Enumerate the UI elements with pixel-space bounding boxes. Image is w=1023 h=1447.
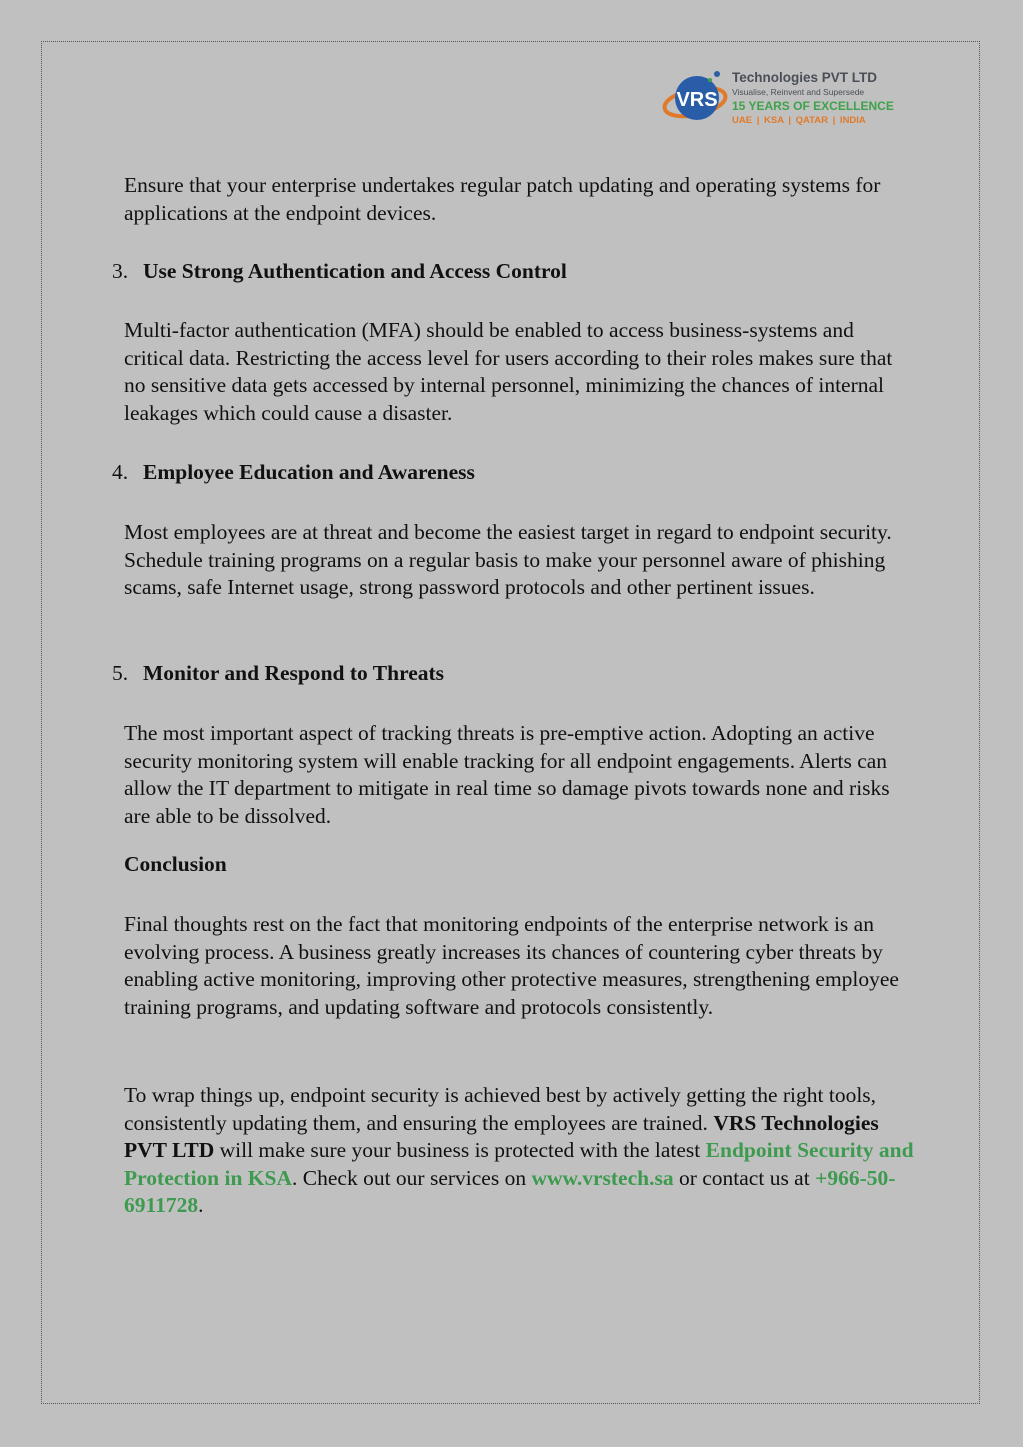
section-body-4: Most employees are at threat and become the easiest target in regard to endpoint security. Schedule training programs on a regular basis to make your personnel aware of phishing scams, safe Internet usage, strong password protocols and other pertinent issues. (124, 520, 892, 600)
section-number: 4. (112, 460, 129, 484)
section-heading-3 (112, 258, 912, 285)
closing-period: . (198, 1193, 204, 1218)
paragraph-lead-text: To wrap things up, endpoint security is achieved best by actively getting the right tools, consistently updating them, and ensuring the employees are trained. (124, 1083, 877, 1135)
conclusion-heading: Conclusion (124, 852, 227, 876)
logo-company-name: Technologies PVT LTD (732, 70, 878, 85)
paragraph-text: or contact us at (673, 1165, 816, 1190)
logo-years: 15 YEARS OF EXCELLENCE (732, 99, 894, 113)
section-heading-5 (112, 660, 912, 687)
vrs-logo-icon (660, 66, 730, 128)
phone-link[interactable]: +966-50-6911728 (124, 1165, 896, 1218)
section-number: 3. (112, 259, 129, 283)
section-heading-4 (112, 459, 912, 486)
section-title: Employee Education and Awareness (143, 460, 475, 484)
intro-paragraph: Ensure that your enterprise undertakes regular patch updating and operating systems for applications at the endpoint devices. (124, 173, 881, 225)
section-body-3: Multi-factor authentication (MFA) should be enabled to access business-systems and critical data. Restricting the access level for users according to their roles makes sure that no sensitive data gets accessed by internal personnel, minimizing the chances of internal leakages which could cause a disaster. (124, 318, 893, 425)
section-title: Use Strong Authentication and Access Control (143, 259, 567, 283)
conclusion-paragraph-1: Final thoughts rest on the fact that monitoring endpoints of the enterprise network is an evolving process. A business greatly increases its chances of countering cyber threats by enabling active monitoring, improving other protective measures, strengthening employee training programs, and updating software and protocols consistently. (124, 912, 899, 1019)
company-name: VRS Technologies PVT LTD (124, 1110, 879, 1163)
logo-tagline: Visualise, Reinvent and Supersede (732, 87, 865, 97)
paragraph-text: . Check out our services on (292, 1165, 527, 1190)
company-logo (660, 66, 910, 138)
conclusion-paragraph-2 (124, 1082, 914, 1220)
website-link[interactable]: www.vrstech.sa (531, 1165, 674, 1190)
service-link[interactable]: Endpoint Security and Protection in KSA (124, 1138, 914, 1190)
logo-mark-text: VRS (676, 89, 718, 111)
section-number: 5. (112, 661, 129, 685)
section-title: Monitor and Respond to Threats (143, 661, 445, 685)
paragraph-text: will make sure your business is protected with the latest (214, 1138, 706, 1163)
logo-regions: UAE | KSA | QATAR | INDIA (732, 115, 866, 126)
section-body-5: The most important aspect of tracking threats is pre-emptive action. Adopting an active security monitoring system will enable tracking for all endpoint engagements. Alerts can allow the IT department to mitigate in real time so damage pivots towards none and risks are able to be dissolved. (124, 721, 890, 828)
